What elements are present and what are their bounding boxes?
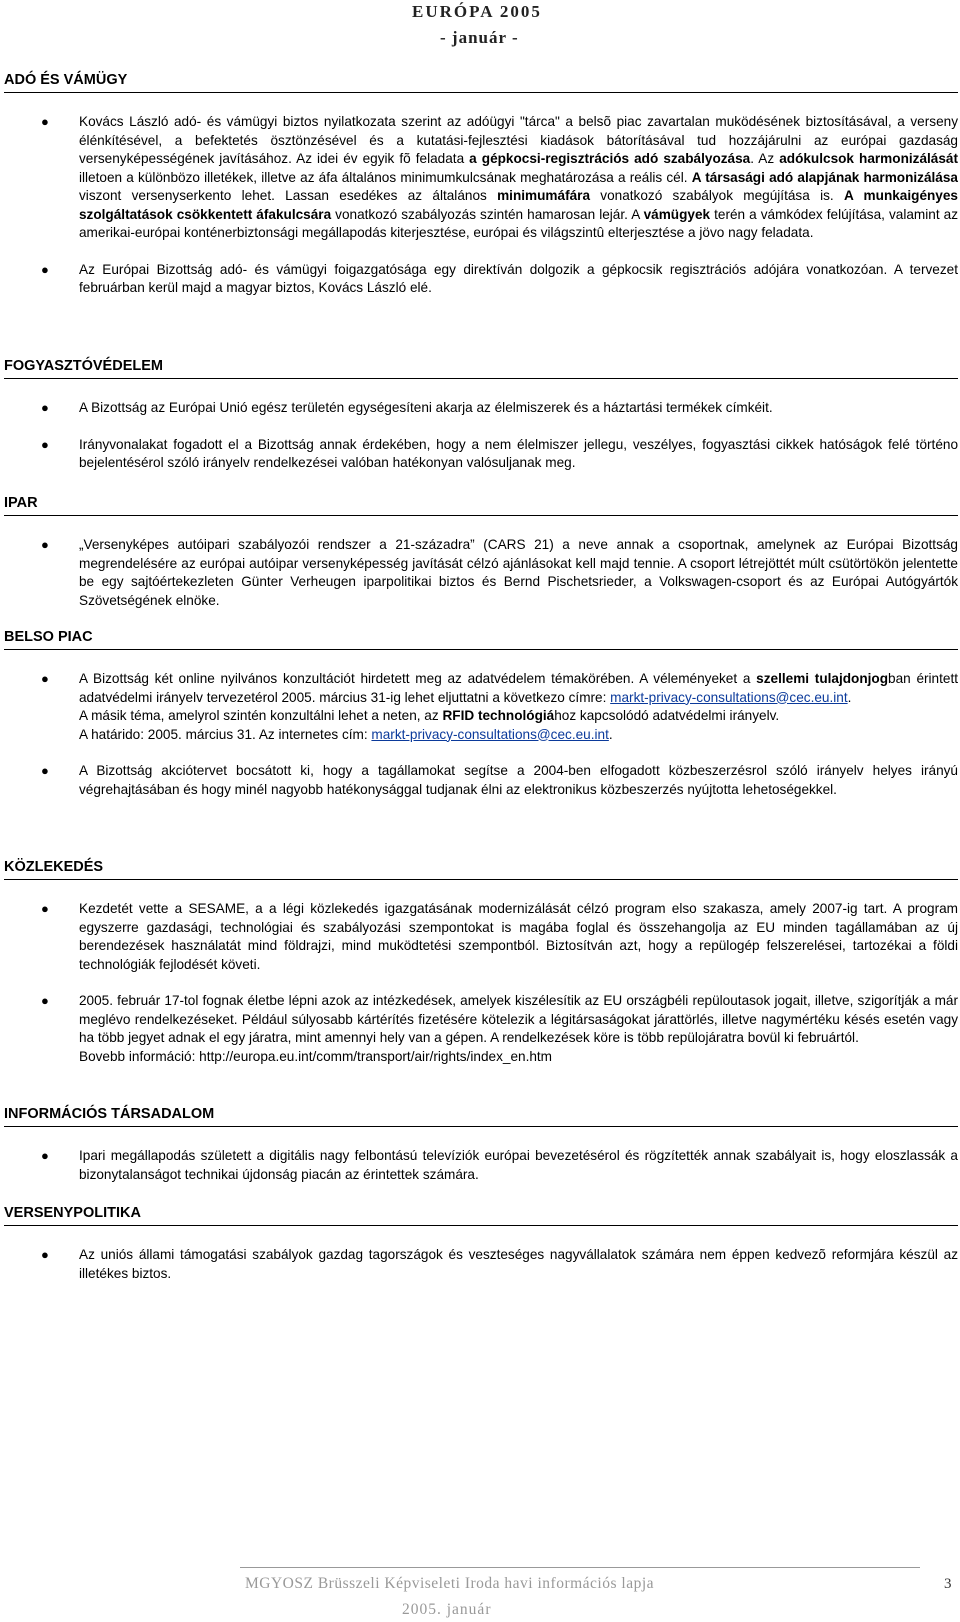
section-title: FOGYASZTÓVÉDELEM <box>4 358 958 379</box>
section-title: ADÓ ÉS VÁMÜGY <box>4 72 958 93</box>
bullet-icon: ● <box>41 261 49 277</box>
bullet-icon: ● <box>41 763 49 778</box>
list-item: ● 2005. február 17-tol fognak életbe lépni azok az intézkedések, amelyek kiszélesítik az EU országbéli repüloutasok jogait, illetve, szigorítják a már meglévo rendelkezéseket. Például súlyosabb kártérítés fizetésére kötelezik a légitársaságokat járattörlés, illetve nagymértéku késés esetén vagy ha több jegyet adnak el egy járatra, mint amennyi hely van a gépen. A rendelkezések köre is több repülojáratra bovül ki februártól. Bovebb információ: http://europa.eu.int/comm/transport/air/rights/index_en.htm <box>79 992 958 1066</box>
section-title: VERSENYPOLITIKA <box>4 1205 958 1226</box>
header-subtitle: - január - <box>440 28 519 47</box>
section-kozlekedes <box>4 859 958 1066</box>
email-link[interactable]: markt-privacy-consultations@cec.eu.int <box>610 689 848 705</box>
section-title: INFORMÁCIÓS TÁRSADALOM <box>4 1106 958 1127</box>
bullet-icon: ● <box>41 993 49 1008</box>
bullet-icon: ● <box>41 114 49 129</box>
footer-publisher: MGYOSZ Brüsszeli Képviseleti Iroda havi információs lapja <box>245 1575 655 1592</box>
section-belso-piac <box>4 629 958 799</box>
section-informacios-tarsadalom <box>4 1106 958 1184</box>
bullet-icon: ● <box>41 901 49 916</box>
bullet-icon: ● <box>41 400 49 415</box>
bullet-icon: ● <box>41 1148 49 1163</box>
section-title: BELSO PIAC <box>4 629 958 650</box>
section-ipar <box>4 495 958 610</box>
section-fogyasztovedelem <box>4 358 958 473</box>
more-info-line: Bovebb információ: http://europa.eu.int/comm/transport/air/rights/index_en.htm <box>79 1048 553 1064</box>
footer-divider <box>240 1567 920 1568</box>
list-item: ● „Versenyképes autóipari szabályozói rendszer a 21-századra” (CARS 21) a neve annak a csoportnak, amelynek az Európai Bizottság megrendelésére az európai autóipar versenyképesség javítását célzó ajánlásokat kell majd tennie. A csoport létrejöttét múlt csütörtökön jelentette be egy sajtóértekezleten Günter Verheugen iparpolitikai biztos és Bernd Pischetsrieder, a Volkswagen-csoport és az Európai Autógyártók Szövetségének elnöke. <box>41 537 958 608</box>
section-title: IPAR <box>4 495 958 516</box>
bullet-icon: ● <box>41 537 49 552</box>
footer-date: 2005. január <box>402 1601 492 1618</box>
section-versenypolitika <box>4 1205 958 1283</box>
list-item: ● Kovács László adó- és vámügyi biztos nyilatkozata szerint az adóügyi "tárca" a belsõ piac zavartalan muködésének biztosításával, a verseny élénkítésével, a befektetés ösztönzésével és a kutatási-fejlesztési kiadások bátorításával tud hozzájárulni az európai gazdaság versenyképességének javításához. Az idei év egyik fõ feladata a gépkocsi-regisztrációs adó szabályozása. Az adókulcsok harmonizálását illetoen a különbözo illetékek, illetve az áfa általános minimumkulcsának meghatározása a reális cél. A társasági adó alapjának harmonizálása viszont versenyserkento lehet. Lassan esedékes az általános minimumáfára vonatkozó szabályok megújítása is. A munkaigényes szolgáltatások csökkentett áfakulcsára vonatkozó szabályozás szintén hamarosan lejár. A vámügyek terén a vámkódex felújítása, valamint az amerikai-európai konténerbiztonsági megállapodás kiterjesztése, európai és világszintû elterjesztése a jövo nagy feladata. <box>41 114 958 240</box>
section-title: KÖZLEKEDÉS <box>4 859 958 880</box>
header-title: EURÓPA 2005 <box>412 2 542 21</box>
list-item: ● Az Európai Bizottság adó- és vámügyi foigazgatósága egy direktíván dolgozik a gépkocsik regisztrációs adójára vonatkozóan. A tervezet februárban kerül majd a magyar biztos, Kovács László elé. <box>41 261 958 295</box>
section-ado <box>4 72 958 298</box>
list-item: ● Kezdetét vette a SESAME, a a légi közlekedés igazgatásának modernizálását célzó program elso szakasza, amely 2007-ig tart. A program egyszerre gazdasági, technológiai és szabályozási szempontokat is magába foglal és összehangolja az EU minden tagállamában az új berendezések használatát mind földrajzi, mind muködtetési szempontból. Biztosítván azt, hogy a repülogép felszerelései, tartozékai a földi technológiák fejlodését követi. <box>41 901 958 972</box>
list-item: ● Irányvonalakat fogadott el a Bizottság annak érdekében, hogy a nem élelmiszer jellegu, veszélyes, fogyasztási cikkek hatóságok felé történo bejelentésérol szóló irányelv rendelkezései valóban hatékonyan valósuljanak meg. <box>41 436 958 470</box>
page-header <box>0 2 960 50</box>
bullet-icon: ● <box>41 671 49 686</box>
list-item: ● A Bizottság két online nyilvános konzultációt hirdetett meg az adatvédelem témakörében. A véleményeket a szellemi tulajdonjogban érintett adatvédelmi irányelv tervezetérol 2005. március 31-ig lehet eljuttatni a következo címre: markt-privacy-consultations@cec.eu.int. A másik téma, amelyrol szintén konzultálni lehet a neten, az RFID technológiához kapcsolódó adatvédelmi irányelv. A határido: 2005. március 31. Az internetes cím: markt-privacy-consultations@cec.eu.int. <box>41 671 959 742</box>
list-item: ● Ipari megállapodás született a digitális nagy felbontású televíziók európai bevezetésérol és rögzítették annak szabályait is, hogy eloszlassák a bizonytalanságot technikai újdonság piacán az érintettek számára. <box>41 1148 958 1182</box>
page-number: 3 <box>944 1576 952 1592</box>
list-item: ● Az uniós állami támogatási szabályok gazdag tagországok és veszteséges nagyvállalatok számára nem éppen kedvezõ reformjára készül az illetékes biztos. <box>41 1247 958 1281</box>
list-item: ● A Bizottság az Európai Unió egész területén egységesíteni akarja az élelmiszerek és a háztartási termékek címkéit. <box>79 399 958 418</box>
email-link[interactable]: markt-privacy-consultations@cec.eu.int <box>371 726 609 742</box>
bullet-icon: ● <box>41 436 49 452</box>
bullet-icon: ● <box>41 1247 49 1262</box>
list-item: ● A Bizottság akciótervet bocsátott ki, hogy a tagállamokat segítse a 2004-ben elfogadott közbeszerzésrol szóló irányelv helyes irányú végrehajtásában és hogy minél nagyobb hatékonysággal tudjanak élni az elektronikus közbeszerzés nyújtotta lehetoségekkel. <box>41 763 958 797</box>
